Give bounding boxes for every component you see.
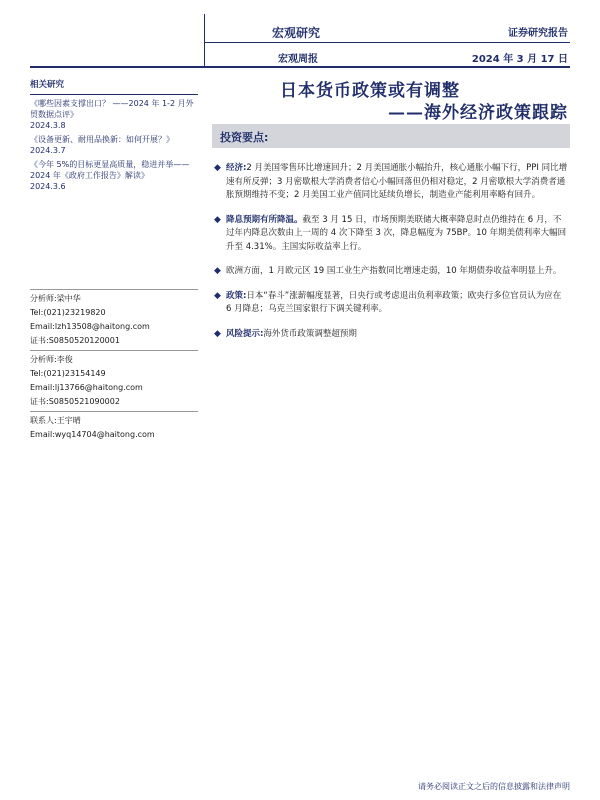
contact-email[interactable]: Email:wyq14704@haitong.com [30, 430, 155, 439]
bullet-icon: ◆ [214, 328, 221, 339]
point-item [212, 214, 568, 255]
bullet-icon: ◆ [214, 290, 221, 301]
related-title[interactable]: 《今年 5%的目标更显高质量，稳进并举——2024 年《政府工作报告》解读》 [30, 160, 190, 180]
investment-points-heading: 投资要点: [220, 131, 269, 144]
header-report-type: 证券研究报告 [508, 28, 568, 39]
analyst-email[interactable]: Email:lj13766@haitong.com [30, 383, 143, 392]
point-item [212, 328, 568, 342]
related-item[interactable] [30, 134, 198, 156]
point-item [212, 290, 568, 317]
analyst-divider [30, 350, 198, 351]
point-item [212, 265, 568, 279]
header-category: 宏观研究 [272, 26, 321, 40]
sidebar [30, 80, 198, 442]
contact-name: 联系人:王宇晴 [30, 416, 81, 425]
analyst-email[interactable]: Email:lzh13508@haitong.com [30, 322, 150, 331]
point-lead: 经济: [226, 163, 247, 173]
point-text: 截至 3 月 15 日，市场预期美联储大概率降息时点仍维持在 6 月，不过年内降息次数由上一周的 4 次下降至 3 次，降息幅度为 75BP。10 年期美债利率大幅回升至 4.31%。主国实际收益率上行。 [226, 214, 567, 252]
analyst-divider [30, 289, 198, 290]
point-text: 日本“春斗”涨薪幅度显著，日央行或考虑退出负利率政策；欧央行多位官员认为应在 6 月降息；乌克兰国家银行下调关键利率。 [226, 290, 562, 314]
point-lead: 政策: [226, 290, 247, 301]
point-lead: 风险提示: [226, 328, 264, 339]
point-text: 2 月美国零售环比增速回升；2 月美国通胀小幅抬升，核心通胀小幅下行，PPI 同比增速有所反弹；3 月密歇根大学消费者信心小幅回落但仍相对稳定，2 月密歇根大学消费者通胀预期维持不变；2 月美国工业产值同比延续负增长，制造业产能利用率略有回升。 [226, 163, 568, 200]
investment-points-header [212, 124, 570, 148]
related-research-heading: 相关研究 [30, 80, 65, 90]
point-lead: 降息预期有所降温。 [226, 214, 303, 225]
analyst-name: 分析师:李俊 [30, 355, 73, 364]
header-bottom-rule [30, 66, 570, 68]
header-rule [204, 42, 570, 43]
related-title[interactable]: 《设备更新、耐用品换新：如何开展？》 [30, 135, 174, 144]
analyst-name: 分析师:梁中华 [30, 294, 81, 303]
analyst-tel: Tel:(021)23154149 [30, 369, 106, 378]
bullet-icon: ◆ [214, 266, 221, 276]
point-item [212, 162, 568, 203]
related-divider [30, 94, 198, 95]
related-item[interactable] [30, 98, 198, 131]
related-date: 2024.3.6 [30, 182, 66, 191]
report-subtitle: ——海外经济政策跟踪 [388, 103, 568, 123]
investment-points-list [212, 162, 568, 352]
bullet-icon: ◆ [214, 163, 221, 173]
header-divider [204, 14, 205, 66]
report-title: 日本货币政策或有调整 [280, 81, 460, 101]
analyst-divider [30, 411, 198, 412]
related-date: 2024.3.7 [30, 146, 66, 155]
analyst-cert: 证书:S0850521090002 [30, 397, 120, 406]
related-title[interactable]: 《哪些因素支撑出口？ ——2024 年 1-2 月外贸数据点评》 [30, 99, 194, 119]
header-subcategory: 宏观周报 [278, 54, 318, 65]
disclaimer-footer[interactable]: 请务必阅读正文之后的信息披露和法律声明 [418, 782, 570, 791]
bullet-icon: ◆ [214, 214, 221, 225]
analyst-tel: Tel:(021)23219820 [30, 308, 106, 317]
point-text: 欧洲方面，1 月欧元区 19 国工业生产指数同比增速走弱，10 年期债券收益率明显上升。 [226, 266, 562, 276]
point-text: 海外货币政策调整超预期 [263, 328, 357, 339]
related-date: 2024.3.8 [30, 121, 66, 130]
related-item[interactable] [30, 159, 198, 192]
analyst-cert: 证书:S0850520120001 [30, 336, 120, 345]
header-date: 2024 年 3 月 17 日 [471, 54, 568, 65]
